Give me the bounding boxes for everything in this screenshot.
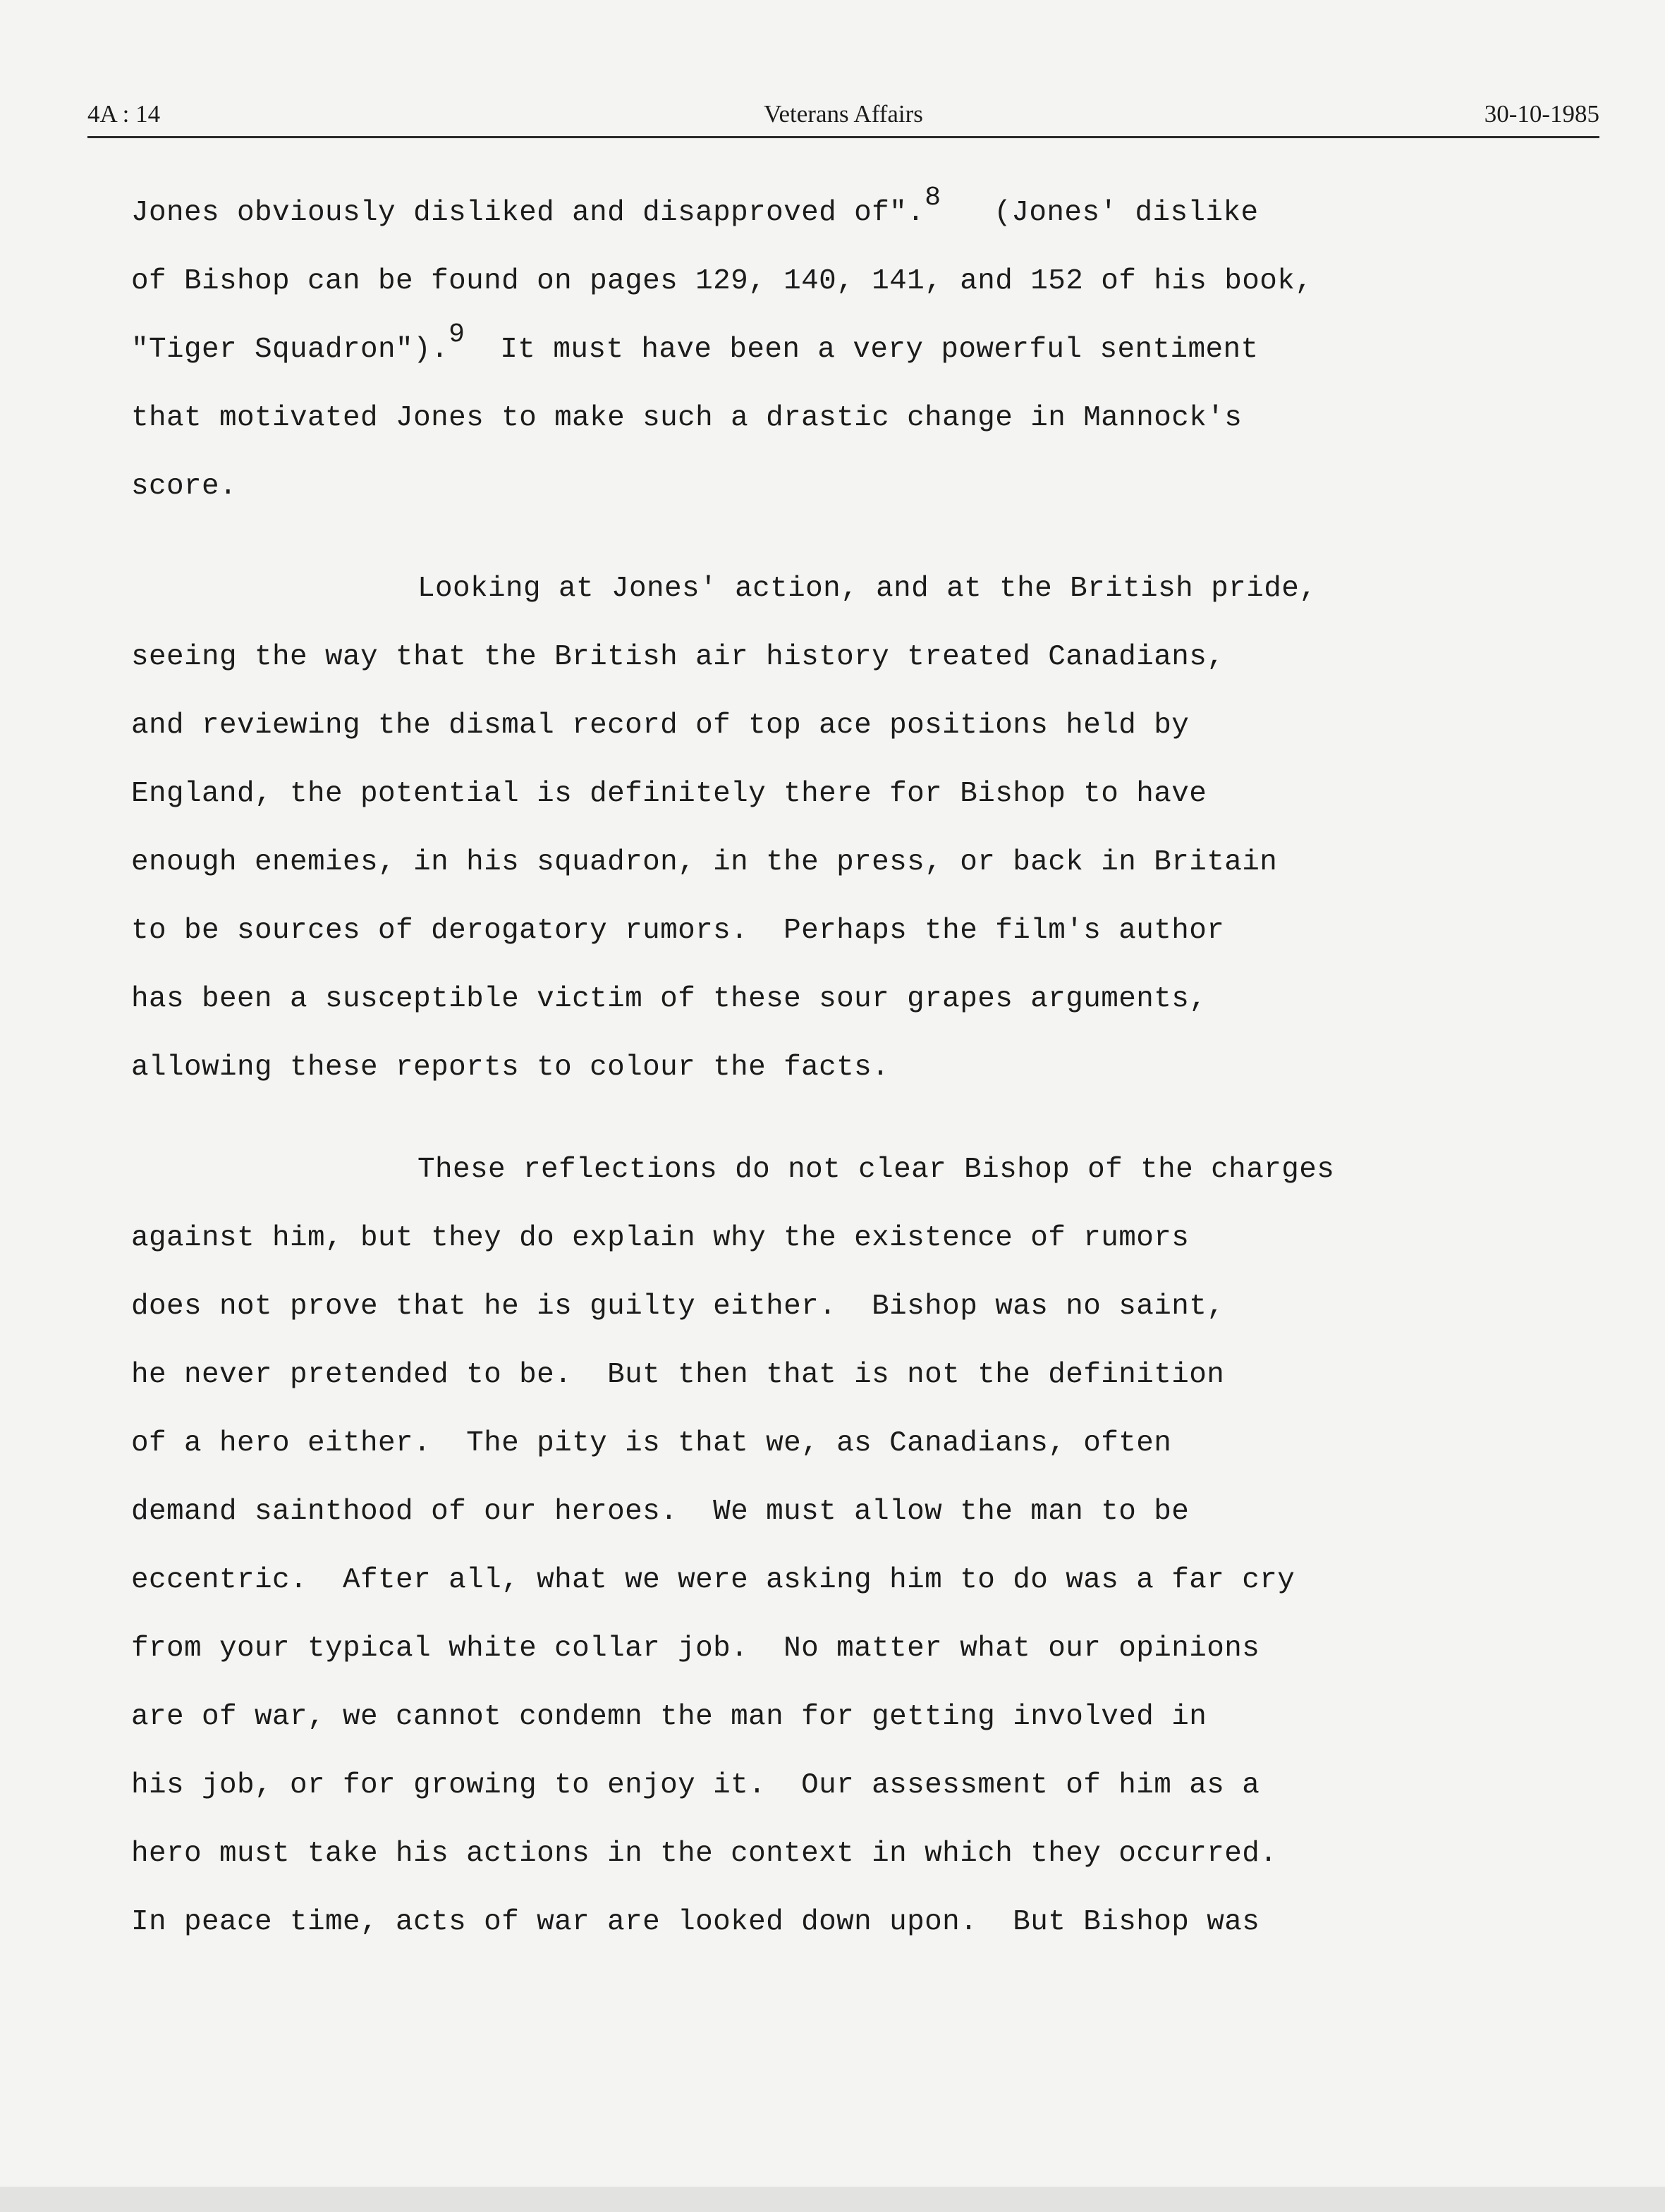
text-line: England, the potential is definitely there for Bishop to have (131, 778, 1207, 810)
text-line: are of war, we cannot condemn the man for getting involved in (131, 1701, 1207, 1733)
footnote-ref-9: 9 (449, 319, 465, 350)
publication-date: 30-10-1985 (1484, 100, 1599, 128)
page-header (87, 100, 1599, 135)
text-line: eccentric. After all, what we were asking him to do was a far cry (131, 1564, 1295, 1596)
header-rule (87, 136, 1599, 138)
line-text: It must have been a very powerful sentiment (465, 334, 1259, 366)
publication-title: Veterans Affairs (764, 100, 923, 128)
text-line: score. (131, 470, 238, 503)
text-line: These reflections do not clear Bishop of the charges (417, 1154, 1335, 1186)
paragraph-gap (131, 1108, 1527, 1142)
text-line: allowing these reports to colour the facts. (131, 1051, 890, 1084)
text-line: seeing the way that the British air history treated Canadians, (131, 641, 1225, 673)
text-line: of a hero either. The pity is that we, as Canadians, often (131, 1427, 1172, 1460)
text-line: Looking at Jones' action, and at the British pride, (417, 573, 1317, 605)
text-line: does not prove that he is guilty either. Bishop was no saint, (131, 1290, 1225, 1323)
text-line: enough enemies, in his squadron, in the press, or back in Britain (131, 846, 1278, 879)
text-line: and reviewing the dismal record of top ace positions held by (131, 709, 1190, 742)
text-line: his job, or for growing to enjoy it. Our assessment of him as a (131, 1769, 1260, 1802)
text-line: of Bishop can be found on pages 129, 140, 141, and 152 of his book, (131, 265, 1313, 298)
page-number: 4A : 14 (87, 100, 161, 128)
text-line (131, 185, 1527, 253)
line-text: (Jones' dislike (941, 197, 1259, 229)
text-line: hero must take his actions in the context in which they occurred. (131, 1838, 1278, 1870)
text-line: has been a susceptible victim of these sour grapes arguments, (131, 983, 1207, 1015)
line-text: "Tiger Squadron"). (131, 334, 449, 366)
text-line: from your typical white collar job. No matter what our opinions (131, 1632, 1260, 1665)
text-line: In peace time, acts of war are looked down upon. But Bishop was (131, 1906, 1260, 1938)
text-line (131, 319, 1527, 390)
paragraph-2 (131, 561, 1527, 1108)
text-line: to be sources of derogatory rumors. Perhaps the film's author (131, 915, 1225, 947)
text-line: that motivated Jones to make such a drastic change in Mannock's (131, 402, 1243, 434)
footnote-ref-8: 8 (925, 183, 941, 213)
text-line: he never pretended to be. But then that is not the definition (131, 1359, 1225, 1391)
body-text (131, 185, 1527, 1962)
text-line: against him, but they do explain why the existence of rumors (131, 1222, 1190, 1254)
paragraph-1 (131, 185, 1527, 527)
paragraph-3 (131, 1142, 1527, 1962)
text-line: demand sainthood of our heroes. We must allow the man to be (131, 1496, 1190, 1528)
line-text: Jones obviously disliked and disapproved of". (131, 197, 925, 229)
paragraph-gap (131, 527, 1527, 561)
scan-edge (0, 2187, 1665, 2212)
